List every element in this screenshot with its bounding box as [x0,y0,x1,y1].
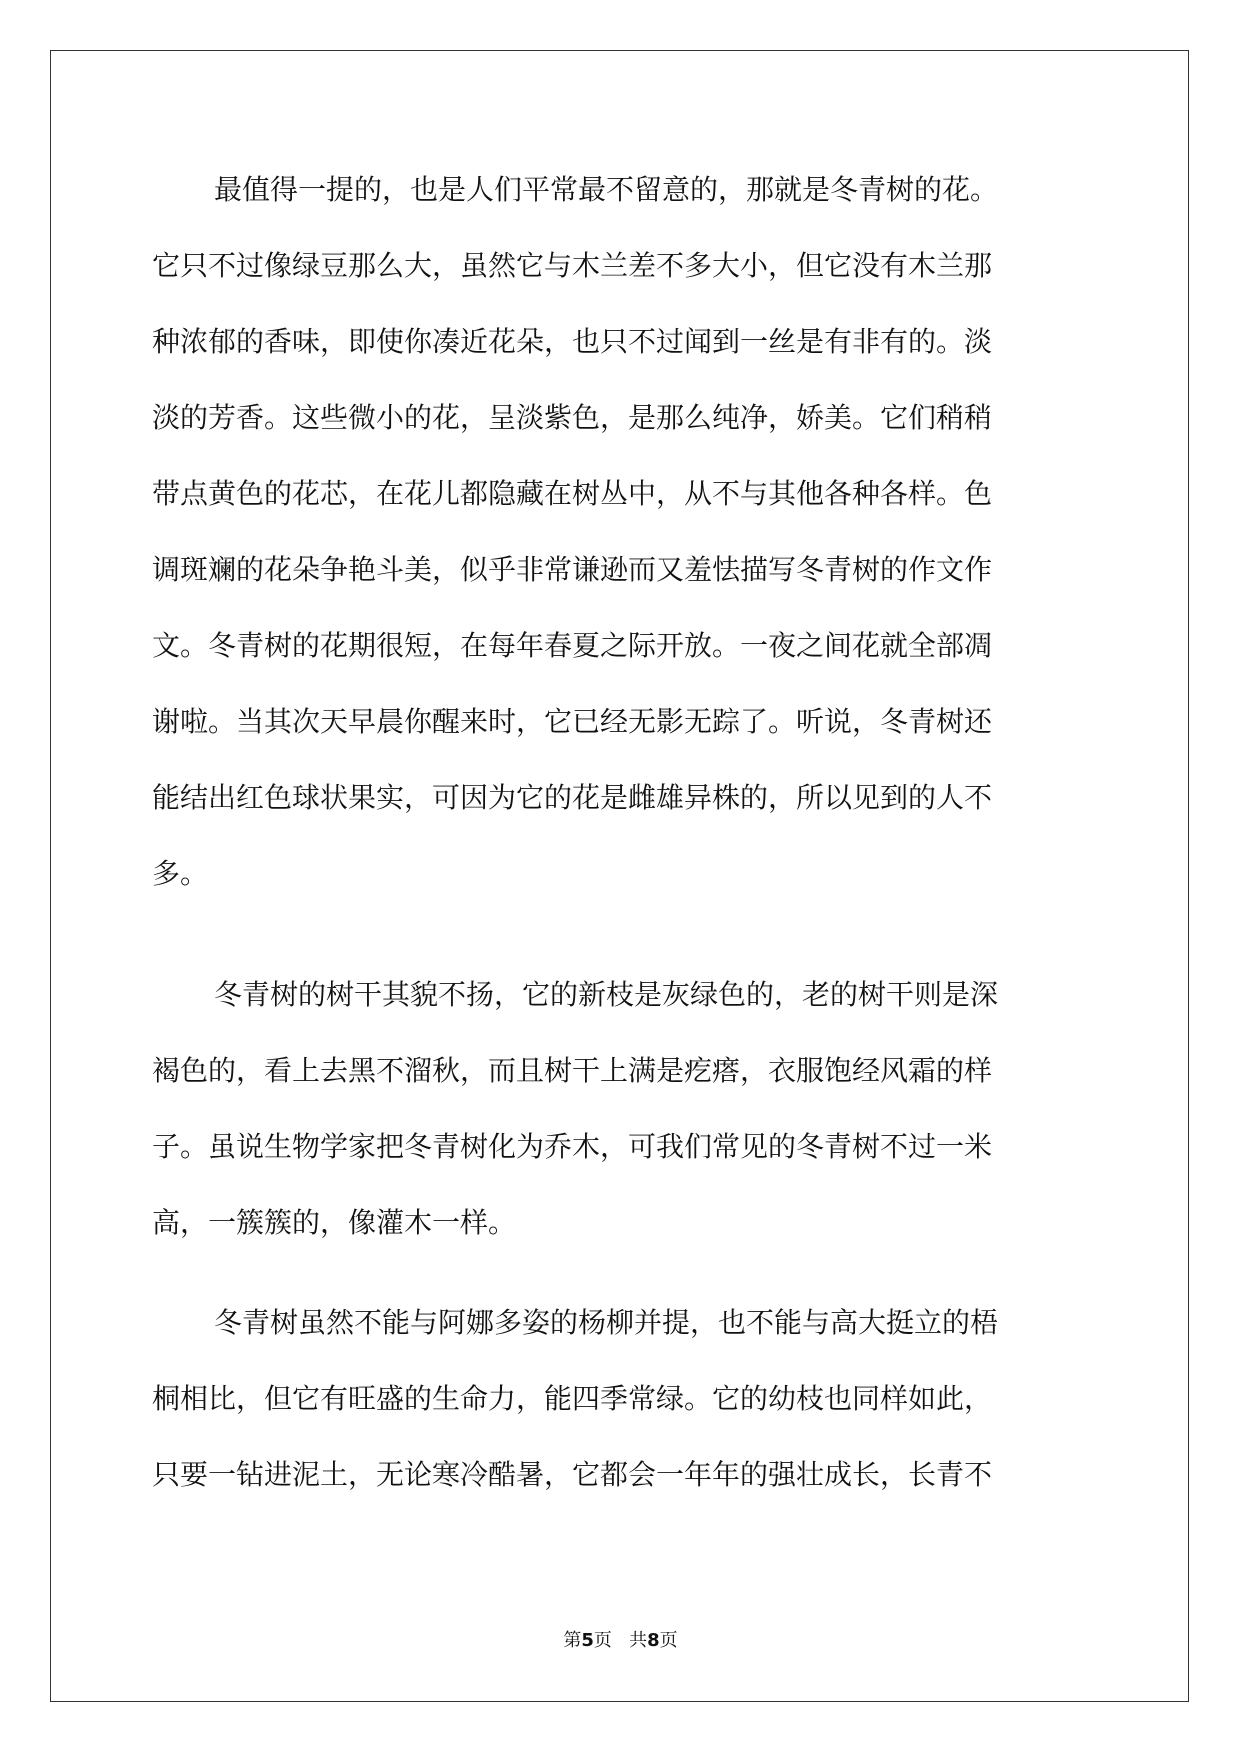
text-line: 多。 [152,857,209,890]
page-prefix: 第 [563,1630,582,1651]
text-line: 调斑斓的花朵争艳斗美，似乎非常谦逊而又羞怯描写冬青树的作文作 [152,553,993,586]
text-line: 最值得一提的，也是人们平常最不留意的，那就是冬青树的花。 [214,173,999,206]
text-line: 淡的芳香。这些微小的花，呈淡紫色，是那么纯净，娇美。它们稍稍 [152,401,993,434]
total-pages: 8 [647,1630,660,1651]
text-line: 能结出红色球状果实，可因为它的花是雌雄异株的，所以见到的人不 [152,781,993,814]
page-number: 5 [581,1630,594,1651]
total-prefix: 共 [629,1630,648,1651]
page-footer [0,1629,1241,1653]
text-line: 种浓郁的香味，即使你凑近花朵，也只不过闻到一丝是有非有的。淡 [152,325,993,358]
text-line: 只要一钻进泥土，无论寒冷酷暑，它都会一年年的强壮成长，长青不 [152,1458,993,1491]
text-line: 它只不过像绿豆那么大，虽然它与木兰差不多大小，但它没有木兰那 [152,249,993,282]
text-line: 褐色的，看上去黑不溜秋，而且树干上满是疙瘩，衣服饱经风霜的样 [152,1054,993,1087]
total-suffix: 页 [659,1630,678,1651]
text-line: 谢啦。当其次天早晨你醒来时，它已经无影无踪了。听说，冬青树还 [152,705,993,738]
text-line: 桐相比，但它有旺盛的生命力，能四季常绿。它的幼枝也同样如此， [152,1382,993,1415]
text-line: 子。虽说生物学家把冬青树化为乔木，可我们常见的冬青树不过一米 [152,1130,993,1163]
text-line: 文。冬青树的花期很短，在每年春夏之际开放。一夜之间花就全部凋 [152,629,993,662]
text-line: 带点黄色的花芯，在花儿都隐藏在树丛中，从不与其他各种各样。色 [152,477,993,510]
text-line: 冬青树的树干其貌不扬，它的新枝是灰绿色的，老的树干则是深 [214,978,999,1011]
page-suffix: 页 [593,1630,612,1651]
text-line: 高，一簇簇的，像灌木一样。 [152,1206,517,1239]
text-line: 冬青树虽然不能与阿娜多姿的杨柳并提，也不能与高大挺立的梧 [214,1306,999,1339]
